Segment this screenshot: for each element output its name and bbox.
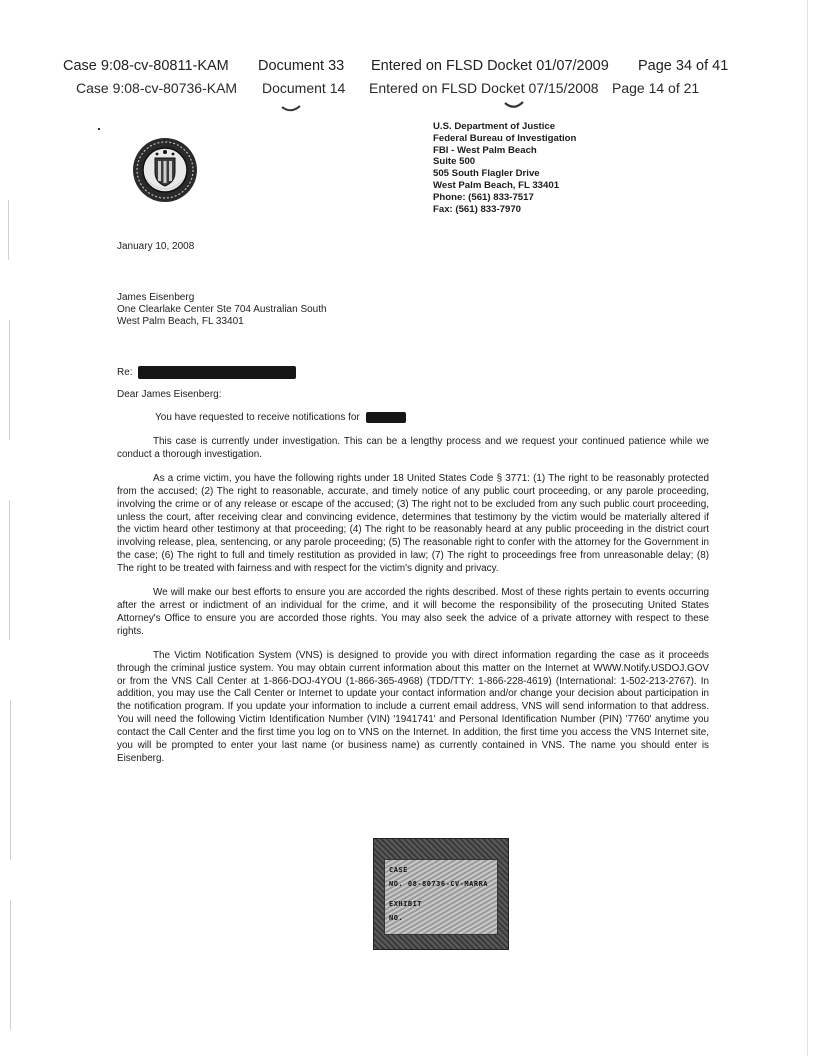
- sender-line: West Palm Beach, FL 33401: [433, 179, 560, 191]
- scan-edge-mark: [10, 700, 11, 860]
- scan-edge-mark: [9, 500, 10, 640]
- recipient-line: James Eisenberg: [117, 292, 195, 303]
- stamp-text: CASE: [389, 866, 408, 874]
- letter-body: [117, 436, 709, 766]
- scan-mark-icon: [503, 100, 525, 112]
- body-paragraph: We will make our best efforts to ensure you are accorded the rights described. Most of these rights pertain to events occurring after the arrest or indictment of an individual for the crime, and it will become the responsibility of the prosecuting United States Attorney's Office to ensure you are accorded those rights. You may also seek the advice of a private attorney with respect to these rights.: [117, 587, 709, 637]
- fbi-seal-icon: [131, 136, 199, 204]
- sender-line: Federal Bureau of Investigation: [433, 132, 577, 144]
- notification-intro: You have requested to receive notifications for: [155, 412, 360, 424]
- docket-header-2-case: Case 9:08-cv-80736-KAM: [76, 80, 238, 96]
- stamp-text: NO. 08-80736-CV-MARRA: [389, 880, 489, 888]
- body-paragraph: As a crime victim, you have the following rights under 18 United States Code § 3771: (1) The right to be reasonably protected from the accused; (2) The right to reasonable, accurate, and timely notice of any public court proceeding, or any parole proceeding, involving the crime or of any release or escape of the accused; (3) The right not to be excluded from any such public court proceeding, unless the court, after receiving clear and convincing evidence, determines that testimony by the victim would be materially altered if the victim heard other testimony at that proceeding; (4) The right to be reasonably heard at any public proceeding in the district court involving release, plea, sentencing, or any parole proceeding; (5) The reasonable right to confer with the attorney for the Government in the case; (6) The right to full and timely restitution as provided in law; (7) The right to proceedings free from unreasonable delay; (8) The right to be treated with fairness and with respect for the victim's dignity and privacy.: [117, 472, 709, 575]
- body-paragraph: The Victim Notification System (VNS) is designed to provide you with direct information regarding the case as it proceeds through the criminal justice system. You may obtain current information about this matter on the Internet at WWW.Notify.USDOJ.GOV or from the VNS Call Center at 1-866-DOJ-4YOU (1-866-365-4968) (TDD/TTY: 1-866-228-4619) (International: 1-502-213-2767). In addition, you may use the Call Center or Internet to update your contact information and/or change your decision about participation in the notification program. If you update your information to include a current email address, VNS will send information to that address. You will need the following Victim Identification Number (VIN) '1941741' and Personal Identification Number (PIN) '7760' anytime you contact the Call Center and the first time you log on to VNS on the Internet. In addition, the first time you access the VNS Internet site, you will be prompted to enter your last name (or business name) as currently contained in VNS. The name you should enter is Eisenberg.: [117, 649, 709, 764]
- sender-address-block: [433, 121, 576, 215]
- notification-intro-line: [155, 412, 406, 424]
- scan-edge-mark: [10, 900, 11, 1030]
- docket-header-2-entered: Entered on FLSD Docket 07/15/2008: [369, 80, 599, 96]
- salutation: Dear James Eisenberg:: [117, 389, 222, 400]
- docket-header-1-page: Page 34 of 41: [638, 58, 729, 74]
- docket-header-2-document: Document 14: [262, 80, 346, 96]
- re-line: [117, 366, 296, 379]
- sender-line: Fax: (561) 833-7970: [433, 203, 521, 215]
- scan-mark-icon: [280, 104, 302, 114]
- sender-line: Suite 500: [433, 156, 476, 168]
- letter-date: January 10, 2008: [117, 241, 195, 252]
- exhibit-stamp-label: [384, 859, 498, 935]
- body-paragraph: This case is currently under investigation. This can be a lengthy process and we request your continued patience while we conduct a thorough investigation.: [117, 436, 709, 460]
- redaction-bar: [366, 412, 406, 423]
- docket-header-1-case: Case 9:08-cv-80811-KAM: [63, 58, 229, 74]
- scan-speck: [98, 128, 100, 130]
- recipient-line: West Palm Beach, FL 33401: [117, 316, 244, 327]
- sender-line: Phone: (561) 833-7517: [433, 191, 534, 203]
- sender-line: U.S. Department of Justice: [433, 121, 556, 132]
- sender-line: FBI - West Palm Beach: [433, 144, 537, 156]
- re-label: Re:: [117, 367, 133, 379]
- sender-line: 505 South Flagler Drive: [433, 168, 540, 180]
- docket-header-1-entered: Entered on FLSD Docket 01/07/2009: [371, 58, 609, 74]
- scan-edge-mark: [9, 320, 10, 440]
- recipient-line: One Clearlake Center Ste 704 Australian South: [117, 304, 327, 315]
- stamp-text: NO.: [389, 914, 404, 922]
- exhibit-stamp: [373, 838, 509, 950]
- recipient-address-block: [117, 292, 327, 328]
- docket-header-1-document: Document 33: [258, 58, 345, 74]
- scan-edge-mark: [8, 200, 9, 260]
- scan-right-edge: [807, 0, 808, 1056]
- redaction-bar: [138, 366, 296, 379]
- stamp-text: EXHIBIT: [389, 900, 423, 908]
- docket-header-2-page: Page 14 of 21: [612, 80, 700, 96]
